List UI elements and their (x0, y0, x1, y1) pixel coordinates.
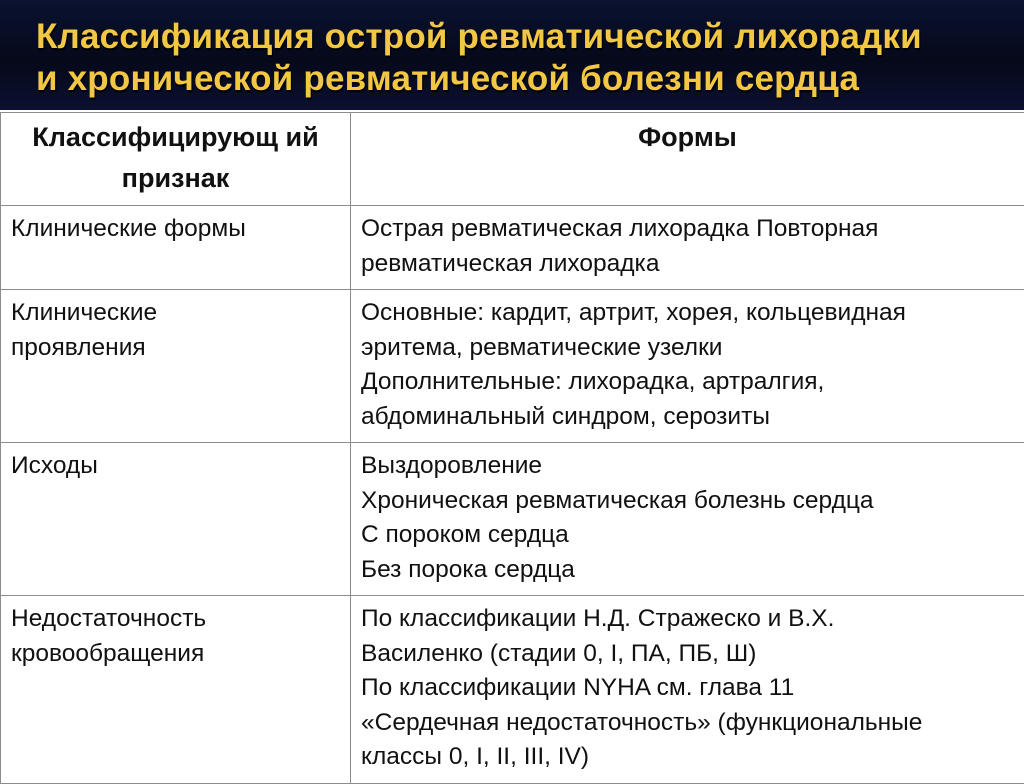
table-row (1, 443, 1024, 596)
forms-text: Без порока сердца (361, 553, 1015, 588)
criterion-cell (1, 443, 351, 596)
forms-cell (351, 290, 1024, 443)
forms-text: абдоминальный синдром, серозиты (361, 400, 1015, 435)
criterion-cell (1, 596, 351, 784)
forms-text: Василенко (стадии 0, I, ПА, ПБ, Ш) (361, 637, 1015, 672)
forms-text: Острая ревматическая лихорадка Повторная ревматическая лихорадка (361, 212, 1015, 281)
criterion-text: Недостаточность (11, 602, 341, 637)
criterion-text: проявления (11, 331, 341, 366)
classification-table-container (0, 112, 1024, 784)
title-line-1: Классификация острой ревматической лихорадки (36, 16, 1024, 58)
forms-text: С пороком сердца (361, 518, 1015, 553)
header-criterion: Классифицирующ ий признак (1, 113, 351, 206)
forms-text: Выздоровление (361, 449, 1015, 484)
criterion-text: Клинические (11, 296, 341, 331)
forms-text: «Сердечная недостаточность» (функциональные (361, 706, 1015, 741)
classification-table (0, 112, 1024, 784)
forms-text: эритема, ревматические узелки (361, 331, 1015, 366)
title-line-2: и хронической ревматической болезни сердца (36, 58, 1024, 100)
table-row (1, 596, 1024, 784)
forms-text: Хроническая ревматическая болезнь сердца (361, 484, 1015, 519)
criterion-cell (1, 206, 351, 290)
criterion-text: Исходы (11, 449, 341, 484)
criterion-text: Клинические формы (11, 212, 341, 247)
forms-text: По классификации Н.Д. Стражеско и В.Х. (361, 602, 1015, 637)
forms-cell (351, 206, 1024, 290)
forms-text: классы 0, I, II, III, IV) (361, 740, 1015, 775)
forms-cell (351, 596, 1024, 784)
title-banner (0, 0, 1024, 110)
forms-cell (351, 443, 1024, 596)
forms-text: Основные: кардит, артрит, хорея, кольцевидная (361, 296, 1015, 331)
criterion-text: кровообращения (11, 637, 341, 672)
slide-title (36, 16, 1024, 100)
forms-text: Дополнительные: лихорадка, артралгия, (361, 365, 1015, 400)
forms-text: По классификации NYHA см. глава 11 (361, 671, 1015, 706)
table-row (1, 290, 1024, 443)
header-forms: Формы (351, 113, 1024, 206)
criterion-cell (1, 290, 351, 443)
table-row (1, 206, 1024, 290)
table-header-row (1, 113, 1024, 206)
